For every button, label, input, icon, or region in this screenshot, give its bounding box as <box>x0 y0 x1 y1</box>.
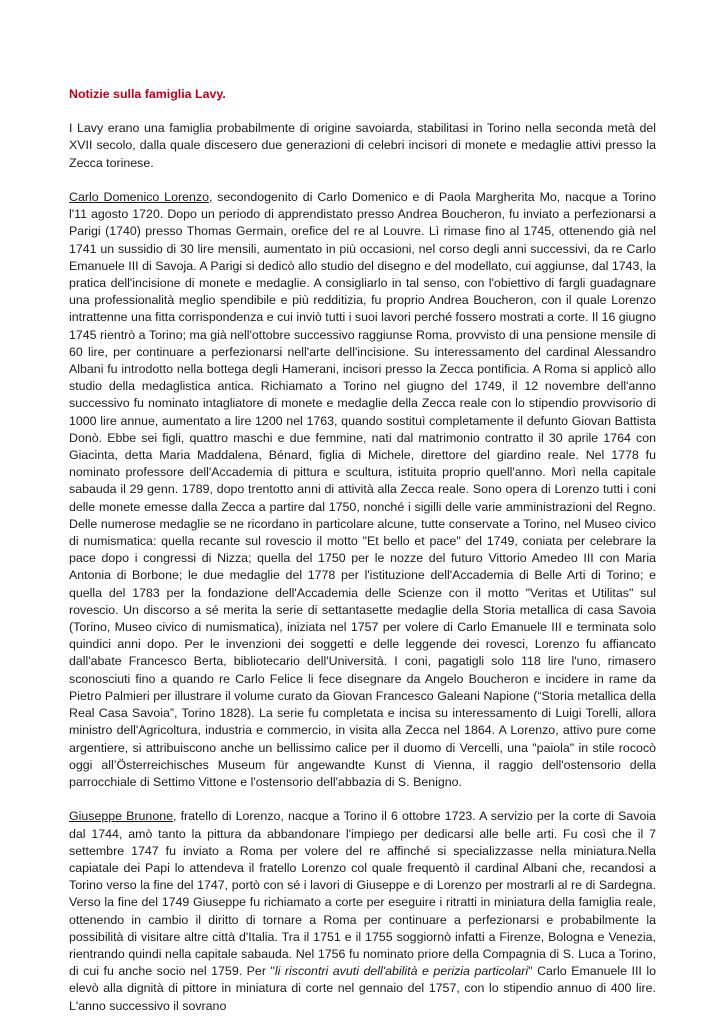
section-text: , fratello di Lorenzo, nacque a Torino il 6 ottobre 1723. A servizio per la corte di Savoia dal 1744, amò tanto la pittura da abbandonare l'impiego per dedicarsi alle belle arti. Fu così che il 7 settembre 1747 fu inviato a Roma per volere del re affinché si specializzasse nella miniatura.Nella capiatale dei Papi lo attendeva il fratello Lorenzo col quale frequentò il cardinal Albani che, recandosi a Torino verso la fine del 1747, portò con sé i lavori di Giuseppe e di Lorenzo per mostrarli al re di Sardegna. Verso la fine del 1749 Giuseppe fu richiamato a corte per eseguire i ritratti in miniatura della famiglia reale, ottenendo in cambio il diritto di tornare a Roma per continuare a perfezionarsi e probabilmente la possibilità di visitare altre città d'Italia. Tra il 1751 e il 1755 soggiornò infatti a Firenze, Bologna e Venezia, rientrando quindi nella capitale sabauda. Nel 1756 fu nominato priore della Compagnia di S. Luca a Torino, di cui fu anche socio nel 1759. Per " <box>69 809 656 979</box>
section-text-continued: " Carlo Emanuele III lo elevò alla dignità di pittore in miniatura di corte nel gennaio del 1757, con lo stipendio annuo di 400 lire. L'anno successivo il sovrano <box>69 964 657 1013</box>
intro-paragraph: I Lavy erano una famiglia probabilmente di origine savoiarda, stabilitasi in Torino nella seconda metà del XVII secolo, dalla quale discesero due generazioni di celebri incisori di monete e medaglie attivi presso la Zecca torinese. <box>69 121 656 170</box>
italic-quote: li riscontri avuti dell'abilità e perizia particolari <box>274 964 529 979</box>
person-name-brunone: Giuseppe Brunone <box>69 809 174 824</box>
section-text: , secondogenito di Carlo Domenico e di Paola Margherita Mo, nacque a Torino l'11 agosto 1720. Dopo un periodo di apprendistato presso Andrea Boucheron, fu inviato a perfezionarsi a Parigi (1740) presso Thomas Germain, orefice del re al Louvre. Lì rimase fino al 1745, ottenendo già nel 1741 un sussidio di 30 lire mensili, aumentato in più occasioni, nel corso degli anni successivi, da re Carlo Emanuele III di Savoja. A Parigi si dedicò allo studio del disegno e del modellato, cui aggiunse, dal 1743, la pratica dell'incisione di monete e medaglie. A consigliarlo in tal senso, con l'obiettivo di fargli guadagnare una professionalità meglio spendibile e più redditizia, fu proprio Andrea Boucheron, con il quale Lorenzo intrattenne una fitta corrispondenza e cui inviò tutti i suoi lavori perché fossero mostrati a corte. Il 16 giugno 1745 rientrò a Torino; ma già nell'ottobre successivo raggiunse Roma, provvisto di una pensione mensile di 60 lire, per continuare a perfezionarsi nell'arte dell'incisione. Su interessamento del cardinal Alessandro Albani fu introdotto nella bottega degli Hamerani, incisori presso la Zecca pontificia. A Roma si applicò allo studio della medaglistica antica. Richiamato a Torino nel giugno del 1749, il 12 novembre dell'anno successivo fu nominato intagliatore di monete e medaglie della Zecca reale con lo stipendio provvisorio di 1000 lire annue, aumentato a lire 1200 nel 1763, quando sostituì completamente il defunto Giovan Battista Donò. Ebbe sei figli, quattro maschi e due femmine, nati dal matrimonio contratto il 30 aprile 1764 con Giacinta, detta Maria Maddalena, Bénard, figlia di Michele, direttore del giardino reale. Nel 1778 fu nominato professore dell'Accademia di pittura e scultura, istituita proprio quell'anno. Morì nella capitale sabauda il 29 genn. 1789, dopo trentotto anni di attività alla Zecca reale. Sono opera di Lorenzo tutti i coni delle monete emesse dalla Zecca a partire dal 1750, nonché i sigilli delle varie amministrazioni del Regno. Delle numerose medaglie se ne ricordano in particolare alcune, tutte conservate a Torino, nel Museo civico di numismatica: quella recante sul rovescio il motto "Et bello et pace" del 1749, coniata per celebrare la pace dopo i congressi di Nizza; quella del 1750 per le nozze del futuro Vittorio Amedeo III con Maria Antonia di Borbone; le due medaglie del 1778 per l'istituzione dell'Accademia di Belle Arti di Torino; e quella del 1783 per la fondazione dell'Accademia delle Scienze con il motto "Veritas et Utilitas" sul rovescio. Un discorso a sé merita la serie di settantasette medaglie della Storia metallica di casa Savoia (Torino, Museo civico di numismatica), iniziata nel 1757 per volere di Carlo Emanuele III e terminata solo quindici anni dopo. Per le invenzioni dei soggetti e delle leggende dei rovesci, Lorenzo fu affiancato dall'abate Francesco Berta, bibliotecario dell'Università. I coni, pagatigli solo 118 lire l'uno, rimasero sconosciuti fino a quando re Carlo Felice li fece disegnare da Angelo Boucheron e incidere in rame da Pietro Palmieri per illustrare il volume curato da Giovan Francesco Galeani Napione (“Storia metallica della Real Casa Savoia”, Torino 1828). La serie fu completata e incisa su interessamento di Luigi Torelli, allora ministro dell'Agricoltura, industria e commercio, in visita alla Zecca nel 1864. A Lorenzo, attivo pure come argentiere, si attribuiscono anche un bellissimo calice per il duomo di Vercelli, una "paiola" in stile rococò oggi all’Österreichisches Museum für angewandte Kunst di Vienna, il raggio dell'ostensorio della parrocchiale di Settimo Vittone e l'ostensorio dell'abbazia di S. Benigno. <box>69 190 656 789</box>
section-giuseppe-brunone <box>69 808 656 1014</box>
person-name-lorenzo: Carlo Domenico Lorenzo <box>69 190 209 204</box>
document-title: Notizie sulla famiglia Lavy. <box>69 87 226 101</box>
section-carlo-domenico-lorenzo <box>69 189 656 791</box>
document-page <box>69 86 656 1032</box>
